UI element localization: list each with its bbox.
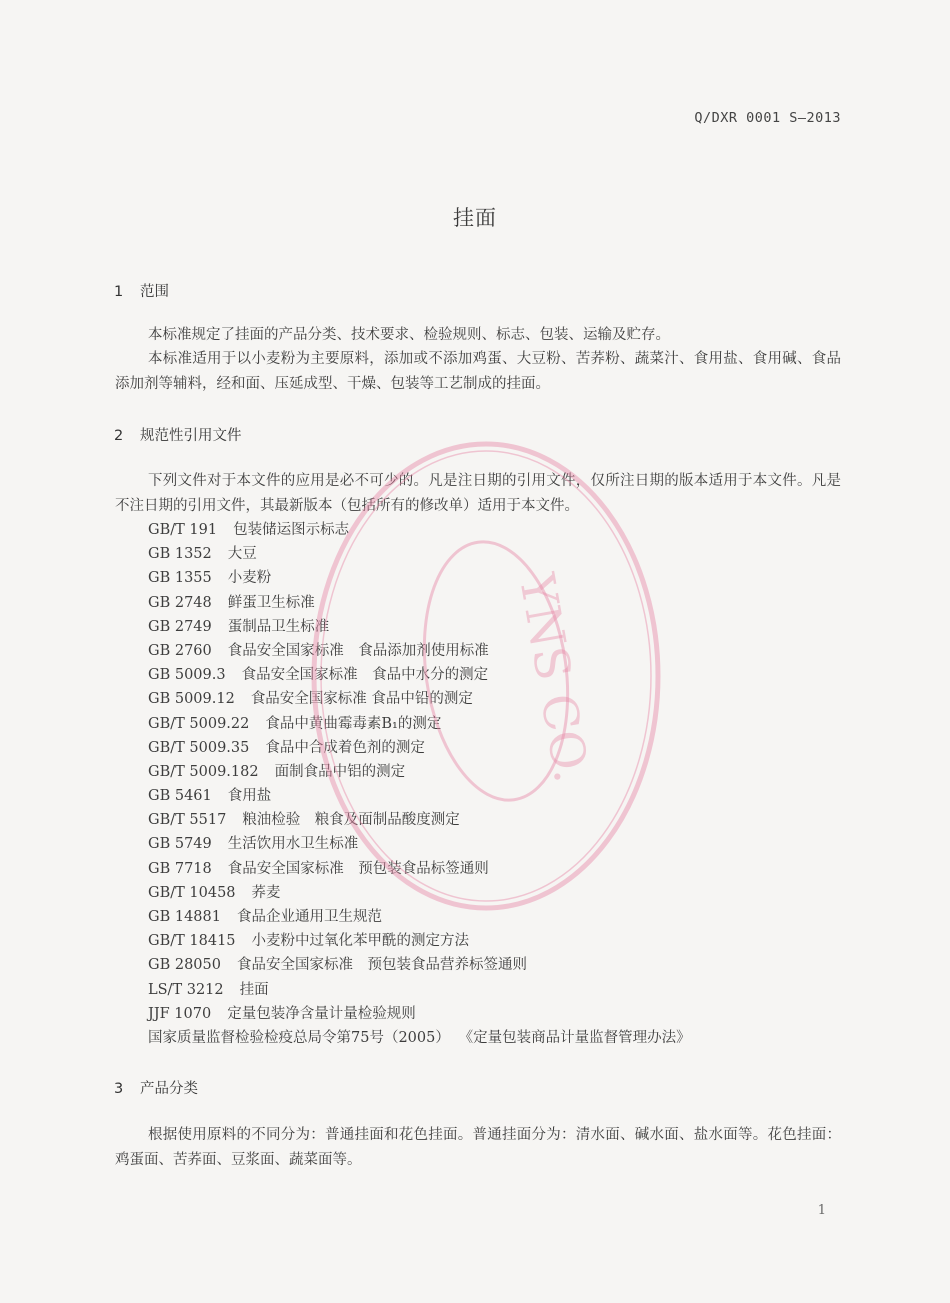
- reference-code: GB 2749: [148, 618, 212, 635]
- reference-code: GB 2760: [148, 642, 212, 659]
- reference-title: 食品安全国家标准 预包装食品营养标签通则: [236, 957, 527, 974]
- reference-title: 大豆: [227, 546, 257, 563]
- reference-title: 小麦粉: [227, 570, 272, 587]
- standard-number: Q/DXR 0001 S—2013: [694, 110, 841, 126]
- reference-title: 面制食品中铝的测定: [274, 763, 406, 780]
- document-title: 挂面: [453, 206, 497, 230]
- reference-item: [148, 736, 848, 760]
- reference-title: 荞麦: [251, 884, 281, 901]
- section-title: 产品分类: [140, 1081, 198, 1097]
- reference-item: [148, 639, 848, 663]
- reference-item: [148, 542, 848, 566]
- reference-code: GB/T 5009.182: [148, 763, 259, 780]
- section-3-heading: [114, 1077, 198, 1098]
- section-1-paragraph-1: 本标准规定了挂面的产品分类、技术要求、检验规则、标志、包装、运输及贮存。: [148, 327, 670, 343]
- reference-title: 粮油检验 粮食及面制品酸度测定: [242, 812, 460, 829]
- section-number: 2: [114, 428, 124, 444]
- reference-title: 食用盐: [227, 788, 272, 805]
- reference-code: GB/T 5009.22: [148, 715, 250, 732]
- reference-title: 食品中合成着色剂的测定: [265, 739, 425, 756]
- section-number: 1: [114, 284, 124, 300]
- reference-code: GB 1355: [148, 570, 212, 587]
- reference-title: 食品安全国家标准 食品中水分的测定: [241, 667, 489, 684]
- reference-code: GB/T 5517: [148, 812, 227, 829]
- reference-item: [148, 905, 848, 929]
- reference-item: [148, 1002, 848, 1026]
- reference-title: 食品安全国家标准 预包装食品标签通则: [227, 860, 489, 877]
- reference-item: [148, 1026, 848, 1050]
- reference-code: GB/T 191: [148, 522, 218, 538]
- section-title: 范围: [140, 284, 169, 300]
- page-number: 1: [817, 1203, 826, 1218]
- reference-list: [148, 518, 848, 1050]
- reference-title: 挂面: [239, 981, 269, 998]
- reference-title: 食品中黄曲霉毒素B₁的测定: [265, 715, 442, 732]
- reference-item: [148, 518, 848, 542]
- reference-code: GB/T 18415: [148, 933, 236, 950]
- seal-text: YNS CO.: [507, 569, 600, 787]
- reference-code: GB 5749: [148, 836, 212, 853]
- reference-code: GB/T 10458: [148, 884, 236, 901]
- reference-code: LS/T 3212: [148, 981, 224, 998]
- reference-code: JJF 1070: [148, 1005, 212, 1022]
- section-2-heading: [114, 424, 242, 445]
- reference-code: GB 1352: [148, 546, 212, 563]
- reference-title: 小麦粉中过氧化苯甲酰的测定方法: [251, 933, 470, 950]
- reference-item: [148, 663, 848, 687]
- reference-code: GB 7718: [148, 860, 212, 877]
- reference-title: 食品安全国家标准 食品中铅的测定: [250, 691, 473, 708]
- reference-code: GB 2748: [148, 594, 212, 611]
- reference-code: GB/T 5009.35: [148, 739, 250, 756]
- reference-item: [148, 857, 848, 881]
- reference-item: [148, 615, 848, 639]
- reference-code: GB 5009.12: [148, 691, 235, 708]
- reference-title: 生活饮用水卫生标准: [227, 836, 359, 853]
- reference-item: [148, 881, 848, 905]
- reference-title: 《定量包装商品计量监督管理办法》: [465, 1029, 691, 1046]
- reference-item: [148, 566, 848, 590]
- reference-title: 包装储运图示标志: [233, 522, 350, 538]
- reference-item: [148, 760, 848, 784]
- reference-title: 鲜蛋卫生标准: [227, 594, 315, 611]
- reference-code: GB 28050: [148, 957, 221, 974]
- reference-title: 食品安全国家标准 食品添加剂使用标准: [227, 642, 489, 659]
- reference-item: [148, 953, 848, 977]
- reference-title: 定量包装净含量计量检验规则: [227, 1005, 416, 1022]
- reference-code: GB 5461: [148, 788, 212, 805]
- reference-item: [148, 687, 848, 711]
- reference-code: 国家质量监督检验检疫总局令第75号（2005）: [148, 1029, 450, 1046]
- section-3-paragraph-1: 根据使用原料的不同分为：普通挂面和花色挂面。普通挂面分为：清水面、碱水面、盐水面等。花色挂面：鸡蛋面、苦荞面、豆浆面、蔬菜面等。: [115, 1127, 841, 1168]
- reference-item: [148, 784, 848, 808]
- reference-item: [148, 832, 848, 856]
- reference-item: [148, 978, 848, 1002]
- section-1-paragraph-2: 本标准适用于以小麦粉为主要原料，添加或不添加鸡蛋、大豆粉、苦荞粉、蔬菜汁、食用盐、食用碱、食品添加剂等辅料，经和面、压延成型、干燥、包装等工艺制成的挂面。: [115, 351, 841, 392]
- section-number: 3: [114, 1081, 124, 1097]
- section-1-heading: [114, 280, 169, 301]
- section-title: 规范性引用文件: [140, 428, 242, 444]
- reference-code: GB 14881: [148, 909, 221, 925]
- reference-item: [148, 712, 848, 736]
- reference-code: GB 5009.3: [148, 667, 226, 684]
- reference-item: [148, 808, 848, 832]
- reference-item: [148, 929, 848, 953]
- reference-item: [148, 591, 848, 615]
- section-2-paragraph-1: 下列文件对于本文件的应用是必不可少的。凡是注日期的引用文件，仅所注日期的版本适用于本文件。凡是不注日期的引用文件，其最新版本（包括所有的修改单）适用于本文件。: [115, 473, 841, 514]
- reference-title: 食品企业通用卫生规范: [236, 909, 382, 925]
- reference-title: 蛋制品卫生标准: [227, 618, 330, 635]
